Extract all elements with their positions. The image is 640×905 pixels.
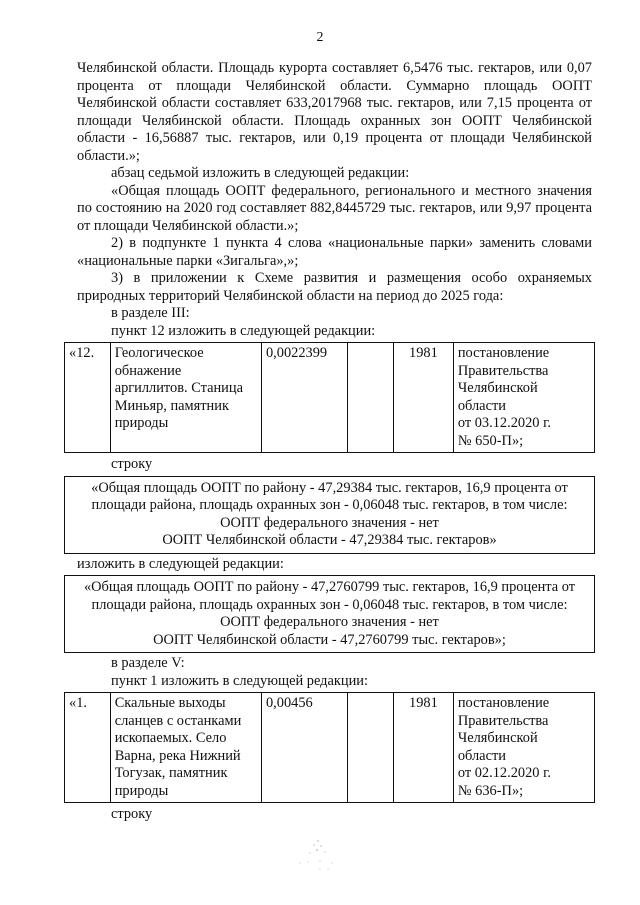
table-row-item-12 <box>64 342 595 453</box>
box-line: ООПТ Челябинской области - 47,29384 тыс. гектаров» <box>162 532 497 548</box>
item-label: пункт 1 изложить в следующей редакции: <box>111 672 368 689</box>
cell-name: Скальные выходы сланцев с останками ископаемых. Село Варна, река Нижний Тогузак, памятник природы <box>110 693 261 803</box>
section-label: в разделе V: <box>111 655 185 671</box>
new-text-box <box>64 575 595 653</box>
box-line: ООПТ Челябинской области - 47,2760799 тыс. гектаров»; <box>153 631 506 648</box>
paragraph: абзац седьмой изложить в следующей редакции: <box>111 165 410 181</box>
paragraph: 2) в подпункте 1 пункта 4 слова «национальные парки» заменить словами «национальные парки «Зигальга»,»; <box>77 235 592 269</box>
document-body <box>69 60 592 824</box>
section-label: в разделе III: <box>111 305 190 321</box>
cell-empty <box>348 343 394 453</box>
table-row-item-1 <box>64 692 595 803</box>
line-label: строку <box>111 806 153 822</box>
box-line: «Общая площадь ООПТ по району - 47,2760799 тыс. гектаров, 16,9 процента от площади района, площадь охранных зон - 0,06048 тыс. гектаров, в том числе: <box>83 579 576 613</box>
cell-year: 1981 <box>393 693 453 803</box>
paragraph: Челябинской области. Площадь курорта составляет 6,5476 тыс. гектаров, или 0,07 процента от площади Челябинской области. Суммарно площадь ООПТ Челябинской области составляет 633,2017968 тыс. гектаров, или 7,15 процента от площади Челябинской области. Площадь охранных зон ООПТ Челябинской области - 16,56887 тыс. гектаров, или 0,19 процента от площади Челябинской области.»; <box>77 60 592 164</box>
old-text-box <box>64 476 595 554</box>
cell-name: Геологическое обнажение аргиллитов. Станица Миньяр, памятник природы <box>110 343 261 453</box>
replace-label: изложить в следующей редакции: <box>77 555 284 572</box>
box-line: ООПТ федерального значения - нет <box>220 514 439 531</box>
cell-document: постановление Правительства Челябинской области от 02.12.2020 г. № 636-П»; <box>453 693 594 803</box>
cell-number: «1. <box>65 693 111 803</box>
cell-year: 1981 <box>393 343 453 453</box>
cell-document: постановление Правительства Челябинской области от 03.12.2020 г. № 650-П»; <box>453 343 594 453</box>
item-label: пункт 12 изложить в следующей редакции: <box>111 322 376 339</box>
cell-area: 0,00456 <box>261 693 347 803</box>
cell-empty <box>348 693 394 803</box>
faint-stamp-mark <box>290 835 346 873</box>
cell-number: «12. <box>65 343 111 453</box>
cell-area: 0,0022399 <box>261 343 347 453</box>
page-number: 2 <box>316 30 324 45</box>
box-line: «Общая площадь ООПТ по району - 47,29384 тыс. гектаров, 16,9 процента от площади района, площадь охранных зон - 0,06048 тыс. гектаров, в том числе: <box>91 479 568 513</box>
line-label: строку <box>111 456 153 472</box>
paragraph: 3) в приложении к Схеме развития и размещения особо охраняемых природных территорий Челябинской области на период до 2025 года: <box>77 270 592 304</box>
paragraph: «Общая площадь ООПТ федерального, регионального и местного значения по состоянию на 2020 год составляет 882,8445729 тыс. гектаров, или 9,97 процента от площади Челябинской области.»; <box>77 182 592 234</box>
box-line: ООПТ федерального значения - нет <box>220 614 439 630</box>
